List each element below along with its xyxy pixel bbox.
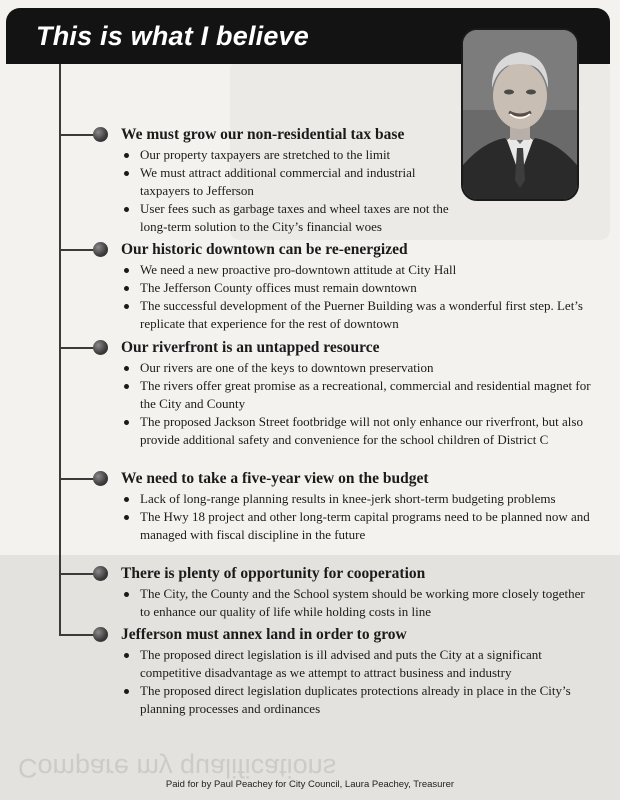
belief-section (121, 240, 591, 333)
section-heading: Our historic downtown can be re-energized (121, 241, 408, 258)
timeline-connector (59, 573, 97, 575)
bullet-dot-icon (93, 566, 108, 581)
section-heading: We need to take a five-year view on the budget (121, 470, 429, 487)
belief-section (121, 564, 591, 621)
list-item: Our property taxpayers are stretched to the limit (121, 146, 456, 164)
bullet-list (121, 359, 591, 449)
list-item: The Hwy 18 project and other long-term capital programs need to be planned now and managed with fiscal discipline in the future (121, 508, 591, 544)
bullet-dot-icon (93, 242, 108, 257)
page-title: This is what I believe (36, 21, 309, 51)
section-heading: Our riverfront is an untapped resource (121, 339, 380, 356)
list-item: The City, the County and the School system should be working more closely together to enhance our quality of life while holding costs in line (121, 585, 591, 621)
belief-section (121, 469, 591, 544)
paid-for-disclaimer: Paid for by Paul Peachey for City Council, Laura Peachey, Treasurer (165, 779, 455, 790)
section-heading: Jefferson must annex land in order to grow (121, 626, 407, 643)
list-item: Our rivers are one of the keys to downtown preservation (121, 359, 591, 377)
bullet-dot-icon (93, 340, 108, 355)
list-item: We must attract additional commercial and industrial taxpayers to Jefferson (121, 164, 456, 200)
bullet-dot-icon (93, 627, 108, 642)
bullet-list (121, 490, 591, 544)
bullet-list (121, 646, 591, 718)
bullet-list (121, 146, 456, 236)
candidate-portrait (461, 28, 579, 201)
list-item: Lack of long-range planning results in knee-jerk short-term budgeting problems (121, 490, 591, 508)
timeline-connector (59, 634, 97, 636)
list-item: The proposed direct legislation duplicates protections already in place in the City’s planning processes and ordinances (121, 682, 591, 718)
list-item: We need a new proactive pro-downtown attitude at City Hall (121, 261, 591, 279)
bullet-list (121, 585, 591, 621)
list-item: The rivers offer great promise as a recreational, commercial and residential magnet for the City and County (121, 377, 591, 413)
bullet-dot-icon (93, 471, 108, 486)
belief-section (121, 625, 591, 718)
timeline-connector (59, 347, 97, 349)
bullet-dot-icon (93, 127, 108, 142)
list-item: The Jefferson County offices must remain downtown (121, 279, 591, 297)
bleed-through-text: Compare my qualifications (18, 753, 337, 783)
portrait-illustration (463, 30, 577, 199)
list-item: User fees such as garbage taxes and wheel taxes are not the long-term solution to the City’s financial woes (121, 200, 456, 236)
timeline-line (59, 64, 61, 636)
bullet-list (121, 261, 591, 333)
timeline-connector (59, 478, 97, 480)
section-heading: We must grow our non-residential tax base (121, 126, 405, 143)
list-item: The proposed direct legislation is ill advised and puts the City at a significant competitive disadvantage as we attempt to attract business and industry (121, 646, 591, 682)
list-item: The proposed Jackson Street footbridge will not only enhance our riverfront, but also provide additional safety and convenience for the school children of District C (121, 413, 591, 449)
belief-section (121, 338, 591, 449)
list-item: The successful development of the Puerner Building was a wonderful first step. Let’s replicate that experience for the rest of downtown (121, 297, 591, 333)
section-heading: There is plenty of opportunity for cooperation (121, 565, 426, 582)
belief-section (121, 125, 456, 236)
timeline-connector (59, 249, 97, 251)
timeline-connector (59, 134, 97, 136)
